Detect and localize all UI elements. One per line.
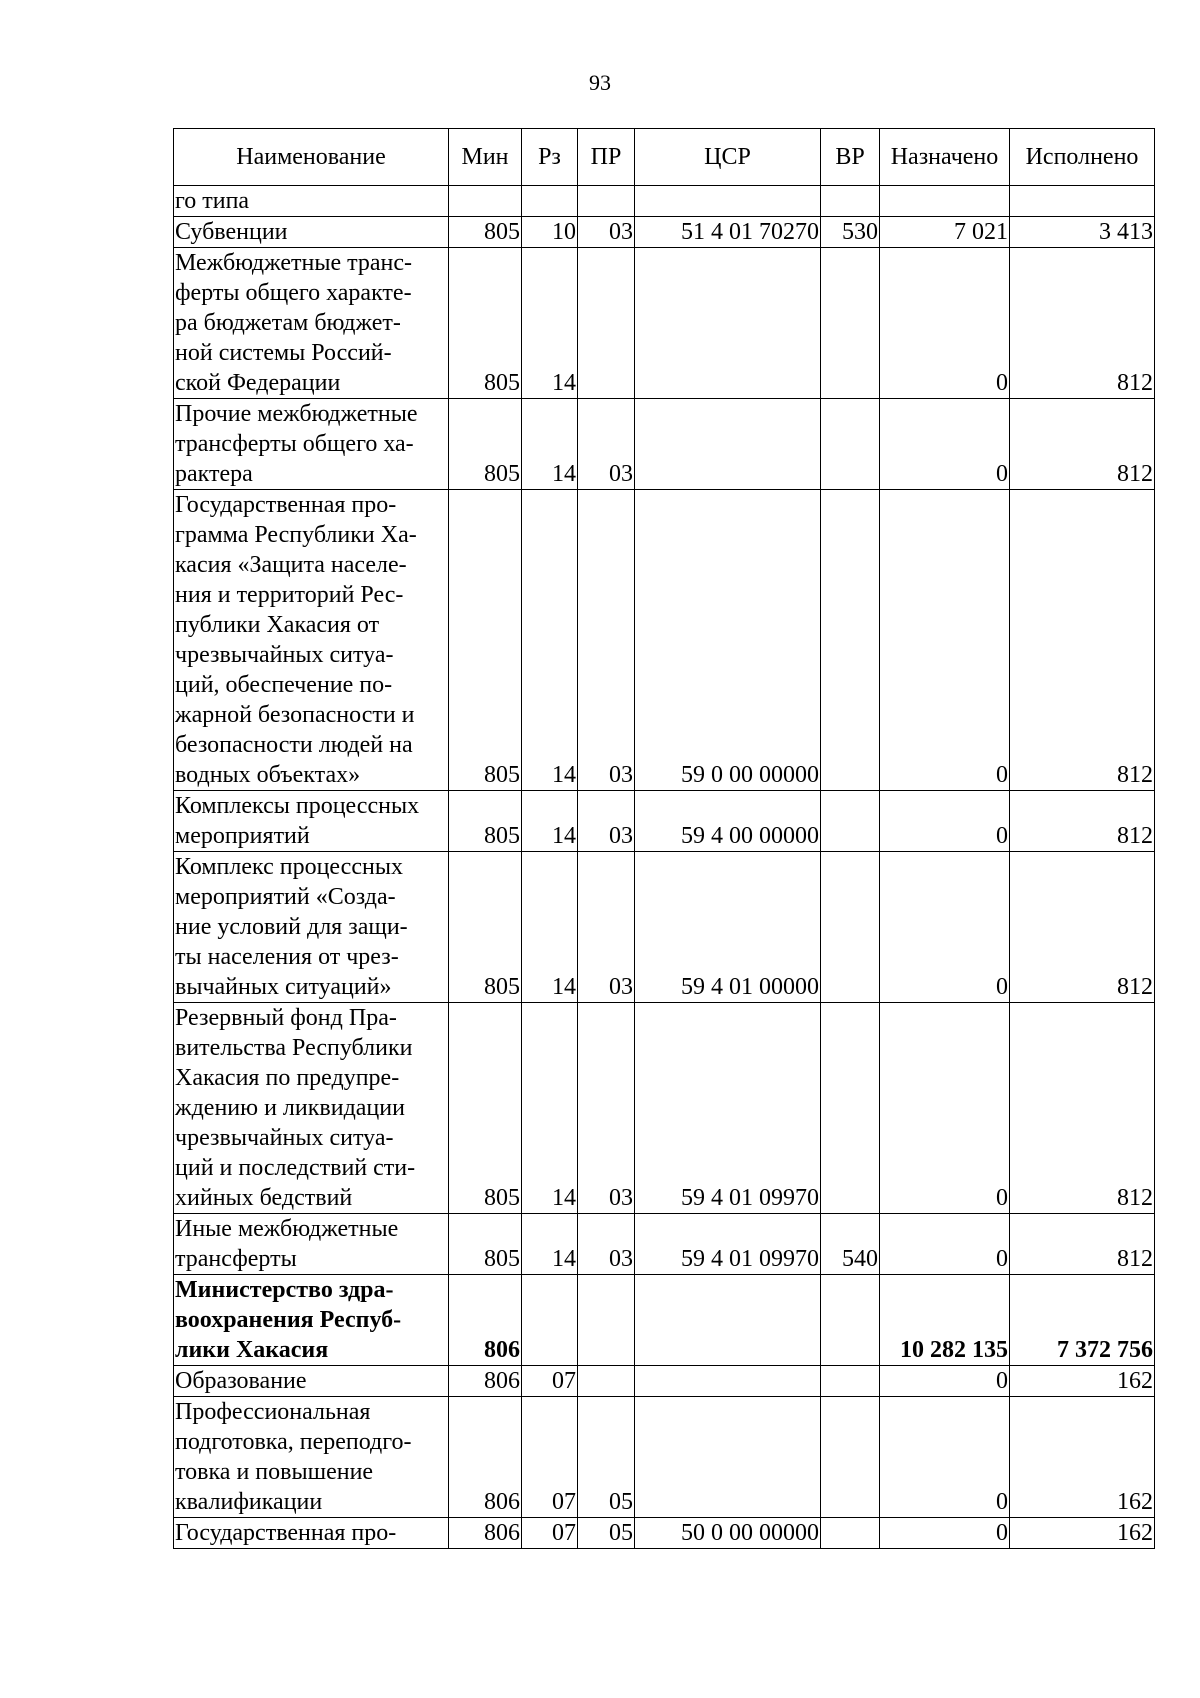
cell-executed [1010,186,1155,217]
cell-name [174,791,449,852]
cell-assigned [880,186,1010,217]
cell-rz [522,1275,578,1366]
cell-min: 805 [449,490,522,791]
column-header-name: Наименование [174,129,449,186]
table-row [174,1275,1155,1366]
cell-name-line: Прочие межбюджетные [175,401,418,427]
cell-executed: 3 413 [1010,217,1155,248]
cell-rz: 14 [522,852,578,1003]
column-header-csr: ЦСР [635,129,821,186]
cell-vr [821,1397,880,1518]
cell-rz: 07 [522,1518,578,1549]
table-row [174,791,1155,852]
cell-executed: 812 [1010,490,1155,791]
table-row [174,852,1155,1003]
cell-min: 805 [449,791,522,852]
cell-assigned: 0 [880,1003,1010,1214]
cell-name [174,399,449,490]
table-row [174,1366,1155,1397]
column-header-min: Мин [449,129,522,186]
table-row [174,217,1155,248]
cell-name-line: Комплексы процессных [175,793,420,819]
cell-executed: 162 [1010,1397,1155,1518]
cell-name-line: товка и повышение [175,1459,374,1485]
cell-rz: 10 [522,217,578,248]
cell-name-line: Образование [175,1368,307,1394]
cell-name-line: вычайных ситуаций» [175,974,392,1000]
cell-name-line: вительства Республики [175,1035,413,1061]
cell-csr: 59 4 01 09970 [635,1214,821,1275]
cell-name-line: мероприятий [175,823,310,849]
cell-vr [821,791,880,852]
cell-csr: 59 4 00 00000 [635,791,821,852]
cell-min [449,186,522,217]
cell-rz: 14 [522,248,578,399]
cell-assigned: 0 [880,1214,1010,1275]
cell-min: 805 [449,852,522,1003]
cell-assigned: 0 [880,1366,1010,1397]
cell-min: 805 [449,248,522,399]
cell-assigned: 0 [880,791,1010,852]
cell-name-line: Министерство здра- [175,1277,394,1303]
column-header-rz: Рз [522,129,578,186]
page-number: 93 [589,70,611,95]
cell-rz: 14 [522,399,578,490]
cell-name-line: трансферты общего ха- [175,431,414,457]
cell-name-line: Субвенции [175,219,288,245]
cell-vr: 530 [821,217,880,248]
column-header-pr: ПР [578,129,635,186]
cell-vr [821,1003,880,1214]
cell-vr [821,1366,880,1397]
table-header-row [174,129,1155,186]
table-row [174,399,1155,490]
cell-vr: 540 [821,1214,880,1275]
cell-executed: 162 [1010,1366,1155,1397]
cell-rz: 07 [522,1366,578,1397]
cell-name-line: чрезвычайных ситуа- [175,1125,394,1151]
cell-rz: 14 [522,791,578,852]
cell-executed: 7 372 756 [1010,1275,1155,1366]
cell-name [174,217,449,248]
cell-name-line: публики Хакасия от [175,612,380,638]
cell-rz: 14 [522,1214,578,1275]
cell-vr [821,186,880,217]
cell-vr [821,490,880,791]
cell-csr [635,399,821,490]
cell-name-line: водных объектах» [175,762,361,788]
cell-executed: 812 [1010,791,1155,852]
cell-name-line: чрезвычайных ситуа- [175,642,394,668]
cell-vr [821,852,880,1003]
cell-name-line: жарной безопасности и [175,702,415,728]
cell-csr: 59 4 01 00000 [635,852,821,1003]
cell-name-line: мероприятий «Созда- [175,884,396,910]
cell-csr [635,1366,821,1397]
cell-assigned: 0 [880,490,1010,791]
cell-name-line: лики Хакасия [175,1337,329,1363]
cell-assigned: 0 [880,248,1010,399]
cell-name [174,186,449,217]
cell-csr: 59 0 00 00000 [635,490,821,791]
cell-executed: 162 [1010,1518,1155,1549]
cell-pr: 03 [578,1003,635,1214]
cell-name [174,1518,449,1549]
cell-min: 805 [449,1214,522,1275]
table-row [174,248,1155,399]
cell-name-line: ферты общего характе- [175,280,412,306]
cell-assigned: 0 [880,1518,1010,1549]
cell-pr: 03 [578,399,635,490]
cell-name-line: ния и территорий Рес- [175,582,404,608]
cell-csr [635,1275,821,1366]
cell-csr: 50 0 00 00000 [635,1518,821,1549]
cell-name-line: ной системы Россий- [175,340,392,366]
cell-executed: 812 [1010,1003,1155,1214]
column-header-vr: ВР [821,129,880,186]
cell-name-line: ций и последствий сти- [175,1155,416,1181]
cell-name-line: хийных бедствий [175,1185,353,1211]
cell-pr: 05 [578,1397,635,1518]
cell-executed: 812 [1010,852,1155,1003]
cell-rz: 07 [522,1397,578,1518]
cell-min: 806 [449,1397,522,1518]
cell-name [174,1275,449,1366]
cell-min: 805 [449,217,522,248]
cell-name-line: ждению и ликвидации [175,1095,405,1121]
column-header-executed: Исполнено [1010,129,1155,186]
cell-name-line: воохранения Респуб- [175,1307,402,1333]
cell-name-line: грамма Республики Ха- [175,522,417,548]
cell-min: 806 [449,1518,522,1549]
cell-min: 806 [449,1366,522,1397]
cell-csr: 51 4 01 70270 [635,217,821,248]
cell-csr [635,1397,821,1518]
cell-name-line: касия «Защита населе- [175,552,407,578]
cell-name-line: Государственная про- [175,492,397,518]
cell-name-line: подготовка, переподго- [175,1429,412,1455]
cell-name-line: ской Федерации [175,370,341,396]
cell-name-line: трансферты [175,1246,297,1272]
cell-assigned: 7 021 [880,217,1010,248]
table-row [174,490,1155,791]
cell-pr [578,248,635,399]
cell-pr: 03 [578,791,635,852]
cell-name-line: ние условий для защи- [175,914,408,940]
cell-executed: 812 [1010,399,1155,490]
cell-name-line: рактера [175,461,253,487]
cell-rz [522,186,578,217]
cell-pr [578,1366,635,1397]
cell-csr: 59 4 01 09970 [635,1003,821,1214]
cell-min: 806 [449,1275,522,1366]
cell-name [174,490,449,791]
table-row [174,1003,1155,1214]
table-row [174,186,1155,217]
cell-pr: 03 [578,217,635,248]
cell-min: 805 [449,1003,522,1214]
column-header-assigned: Назначено [880,129,1010,186]
cell-name [174,852,449,1003]
cell-name-line: квалификации [175,1489,323,1515]
cell-vr [821,1518,880,1549]
cell-executed: 812 [1010,1214,1155,1275]
cell-name-line: Комплекс процессных [175,854,403,880]
cell-rz: 14 [522,490,578,791]
budget-table [173,128,1155,1549]
cell-name-line: Межбюджетные транс- [175,250,413,276]
cell-vr [821,248,880,399]
cell-name-line: Резервный фонд Пра- [175,1005,397,1031]
cell-name [174,248,449,399]
cell-name [174,1214,449,1275]
cell-name-line: го типа [175,188,250,214]
cell-vr [821,1275,880,1366]
cell-pr [578,1275,635,1366]
cell-name-line: Государственная про- [175,1520,397,1546]
table-body [174,186,1155,1549]
cell-csr [635,186,821,217]
cell-name [174,1003,449,1214]
cell-name-line: Хакасия по предупре- [175,1065,400,1091]
cell-pr: 03 [578,852,635,1003]
cell-name-line: ты населения от чрез- [175,944,399,970]
cell-min: 805 [449,399,522,490]
cell-csr [635,248,821,399]
cell-assigned: 10 282 135 [880,1275,1010,1366]
cell-pr [578,186,635,217]
cell-name-line: безопасности людей на [175,732,413,758]
cell-name-line: ра бюджетам бюджет- [175,310,401,336]
cell-pr: 03 [578,490,635,791]
cell-rz: 14 [522,1003,578,1214]
cell-pr: 03 [578,1214,635,1275]
table-row [174,1397,1155,1518]
cell-name [174,1397,449,1518]
cell-assigned: 0 [880,399,1010,490]
cell-name-line: Профессиональная [175,1399,371,1425]
table-row [174,1214,1155,1275]
cell-pr: 05 [578,1518,635,1549]
table-row [174,1518,1155,1549]
cell-assigned: 0 [880,1397,1010,1518]
cell-name-line: ций, обеспечение по- [175,672,393,698]
cell-vr [821,399,880,490]
cell-executed: 812 [1010,248,1155,399]
cell-name [174,1366,449,1397]
cell-name-line: Иные межбюджетные [175,1216,399,1242]
cell-assigned: 0 [880,852,1010,1003]
